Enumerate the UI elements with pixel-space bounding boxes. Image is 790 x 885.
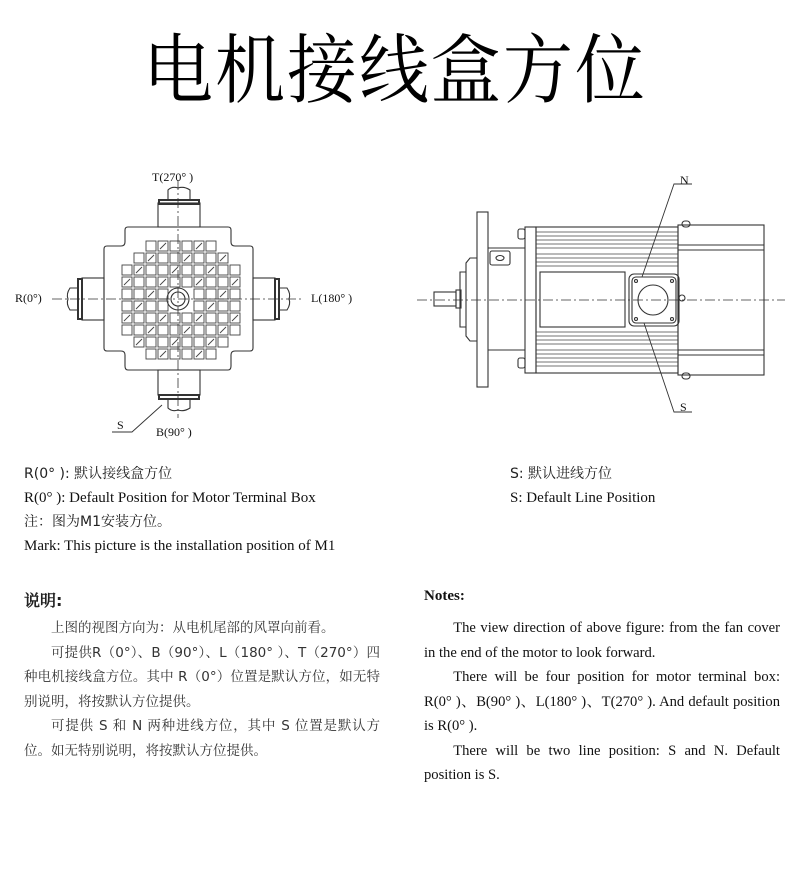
notes-heading-zh: 说明: (24, 591, 63, 610)
grille-hatch (184, 255, 190, 261)
grille-slot (170, 277, 180, 287)
grille-slot (206, 289, 216, 299)
grille-hatch (136, 267, 142, 273)
label-b90: B(90° ) (156, 425, 192, 439)
grille-slot (170, 349, 180, 359)
grille-slot (206, 313, 216, 323)
notes-zh-p2: 可提供R（0°）、B（90°）、L（180° ）、T（270°）四种电机接线盒方位。其中 R（0°）位置是默认方位，如无特别说明，将按默认方位提供。 (24, 644, 380, 710)
grille-slot (194, 265, 204, 275)
grille-slot (134, 253, 144, 263)
grille-hatch (220, 291, 226, 297)
grille-slot (158, 289, 168, 299)
grille-slot (182, 349, 192, 359)
grille-hatch (232, 279, 238, 285)
motor-shaft (434, 292, 456, 306)
grille-hatch (160, 279, 166, 285)
grille-hatch (196, 243, 202, 249)
grille-slot (206, 253, 216, 263)
motor-side-view (400, 150, 790, 450)
grille-slot (206, 277, 216, 287)
grille-slot (146, 313, 156, 323)
page-title: 电机接线盒方位 (143, 26, 647, 115)
grille-hatch (208, 267, 214, 273)
notes-en-p2: There will be four position for motor terminal box: R(0° )、B(90° )、L(180° )、T(270° ). And default position is R(0° ). (424, 669, 780, 734)
legend-s-zh: S: 默认进线方位 (510, 466, 613, 482)
grille-hatch (160, 351, 166, 357)
grille-slot (146, 337, 156, 347)
grille-hatch (160, 243, 166, 249)
grille-slot (134, 313, 144, 323)
grille-slot (206, 241, 216, 251)
grille-slot (218, 337, 228, 347)
eye-bolt (490, 251, 510, 265)
grille-slot (134, 325, 144, 335)
grille-slot (146, 277, 156, 287)
grille-hatch (196, 315, 202, 321)
notes-body-zh (24, 616, 380, 764)
label-s-right: S (680, 400, 687, 414)
grille-slot (194, 301, 204, 311)
box-outline (104, 227, 253, 370)
grille-hatch (184, 327, 190, 333)
bottom-port (158, 370, 200, 395)
legend-r0-en: R(0° ): Default Position for Motor Terminal Box (24, 490, 316, 506)
grille-slot (194, 337, 204, 347)
grille-slot (122, 325, 132, 335)
legend-right (510, 462, 655, 510)
grille-hatch (136, 303, 142, 309)
grille-slot (218, 265, 228, 275)
grille-slot (158, 325, 168, 335)
n-leader-line (642, 184, 692, 277)
label-r0: R(0°) (15, 291, 42, 305)
grille-hatch (196, 279, 202, 285)
top-port (158, 203, 200, 227)
grille-hatch (136, 339, 142, 345)
notes-heading-en: Notes: (424, 588, 465, 604)
grille-hatch (160, 315, 166, 321)
grille-slot (170, 313, 180, 323)
grille-slot (146, 349, 156, 359)
grille-hatch (196, 351, 202, 357)
grille-slot (206, 349, 216, 359)
grille-hatch (124, 315, 130, 321)
notes-body-en (424, 616, 780, 788)
s-leader-line-right (644, 323, 692, 412)
grille-slot (218, 277, 228, 287)
grille-slot (134, 289, 144, 299)
grille-slot (158, 265, 168, 275)
grille-slot (182, 265, 192, 275)
grille-slot (158, 253, 168, 263)
grille-slot (146, 265, 156, 275)
grille-slot (230, 265, 240, 275)
grille-slot (194, 325, 204, 335)
grille-hatch (148, 255, 154, 261)
grille-slot (182, 277, 192, 287)
grille-slot (194, 253, 204, 263)
grille-slot (170, 325, 180, 335)
legend-mark-zh: 注：图为M1安装方位。 (24, 514, 171, 530)
grille-hatch (148, 327, 154, 333)
grille-slot (182, 241, 192, 251)
grille-hatch (148, 291, 154, 297)
grille-slot (218, 301, 228, 311)
grille-slot (230, 289, 240, 299)
grille-slot (146, 241, 156, 251)
grille-slot (218, 313, 228, 323)
grille-hatch (124, 279, 130, 285)
grille-slot (182, 337, 192, 347)
grille-slot (194, 289, 204, 299)
grille-hatch (232, 315, 238, 321)
grille-slot (122, 301, 132, 311)
grille-slot (230, 325, 240, 335)
grille-slot (146, 301, 156, 311)
notes-en-p1: The view direction of above figure: from the fan cover in the end of the motor to look forward. (424, 620, 780, 661)
grille-hatch (208, 339, 214, 345)
grille-slot (158, 337, 168, 347)
legend-mark-en: Mark: This picture is the installation position of M1 (24, 538, 336, 554)
legend-left (24, 462, 335, 558)
label-l180: L(180° ) (311, 291, 353, 305)
notes-zh-p3: 可提供 S 和 N 两种进线方位，其中 S 位置是默认方位。如无特别说明，将按默认方位提供。 (24, 718, 380, 759)
notes-zh-p1: 上图的视图方向为：从电机尾部的风罩向前看。 (51, 620, 335, 636)
grille-slot (122, 289, 132, 299)
legend-s-en: S: Default Line Position (510, 490, 656, 506)
grille-hatch (208, 303, 214, 309)
grille-slot (122, 265, 132, 275)
grille-slot (170, 241, 180, 251)
label-top-t270: T(270° ) (152, 170, 194, 184)
label-n: N (680, 173, 689, 187)
grille-hatch (220, 327, 226, 333)
grille-hatch (172, 267, 178, 273)
grille-slot (134, 277, 144, 287)
grille-slot (170, 253, 180, 263)
label-s-left: S (117, 418, 124, 432)
grille-slot (158, 301, 168, 311)
grille-slot (182, 313, 192, 323)
grille-hatch (220, 255, 226, 261)
mounting-flange (477, 212, 488, 387)
grille-hatch (172, 339, 178, 345)
grille-slot (206, 325, 216, 335)
grille-slot (230, 301, 240, 311)
notes-en-p3: There will be two line position: S and N. Default position is S. (424, 742, 780, 783)
legend-r0-zh: R(0° ): 默认接线盒方位 (24, 466, 173, 482)
